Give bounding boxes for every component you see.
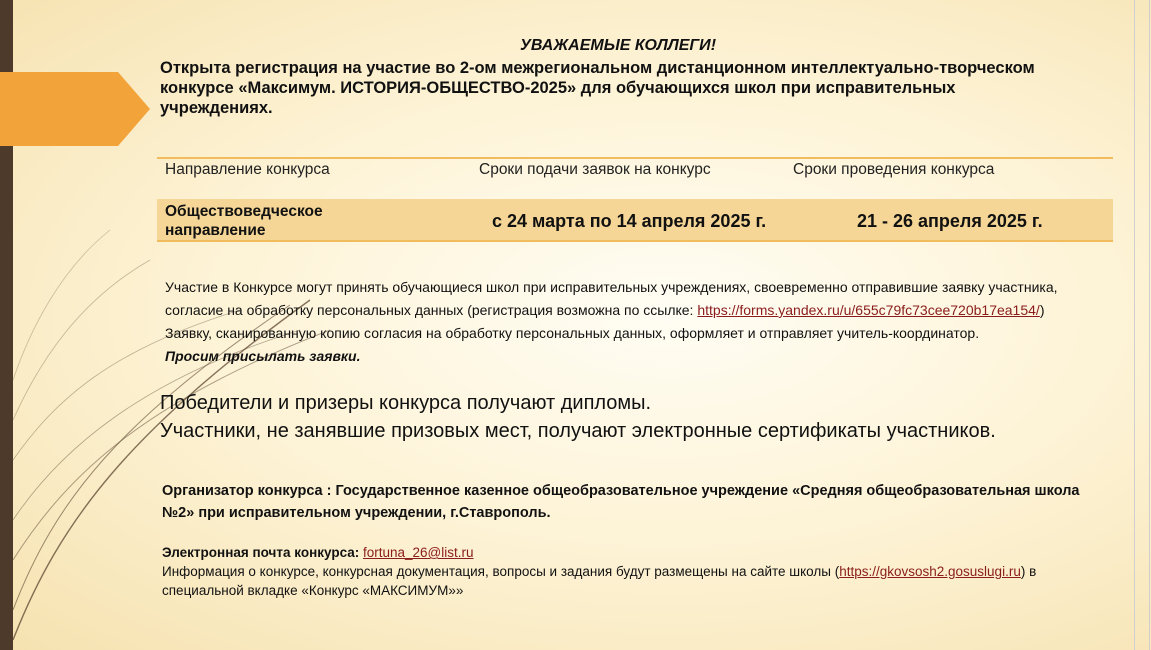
slide-border-line	[1149, 0, 1150, 650]
submission-dates-cell: с 24 марта по 14 апреля 2025 г.	[492, 211, 767, 231]
orange-arrow-shape	[0, 72, 160, 152]
awards-winners: Победители и призеры конкурса получают дипломы.	[160, 392, 652, 414]
email-link[interactable]: fortuna_26@list.ru	[363, 545, 474, 560]
held-dates-cell: 21 - 26 апреля 2025 г.	[857, 211, 1043, 231]
coordinator-note: Заявку, сканированную копию согласия на обработку персональных данных, оформляет и отправляет учитель-координатор.	[165, 325, 980, 341]
table-bottom-rule	[157, 240, 1113, 242]
awards-participants: Участники, не занявшие призовых мест, получают электронные сертификаты участников.	[160, 420, 996, 442]
info-text-end: ) в специальной вкладке «Конкурс «МАКСИМУМ»»	[162, 564, 1037, 598]
organizer-text: Организатор конкурса : Государственное казенное общеобразовательное учреждение «Средняя общеобразовательная школа №2» при исправительном учреждении, г.Ставрополь.	[162, 483, 1080, 521]
participation-text: Участие в Конкурсе могут принять обучающиеся школ при исправительных учреждениях, своевременно отправившие заявку участника, согласие на обработку персональных данных (регистрация возможна по ссылке:	[165, 279, 1058, 318]
request-note: Просим присылать заявки.	[165, 348, 361, 364]
header-direction: Направление конкурса	[165, 161, 330, 178]
registration-link[interactable]: https://forms.yandex.ru/u/655c79fc73cee720b17ea154/	[697, 302, 1040, 318]
direction-cell: Обществоведческое направление	[165, 203, 323, 239]
table-header-row	[157, 158, 1113, 198]
school-site-link[interactable]: https://gkovsosh2.gosuslugi.ru	[839, 564, 1021, 579]
slide-border-line	[1134, 0, 1135, 650]
email-label: Электронная почта конкурса:	[162, 545, 363, 560]
participation-block	[165, 276, 1115, 368]
awards-block	[160, 389, 1120, 445]
info-text: Информация о конкурсе, конкурсная документация, вопросы и задания будут размещены на сайте школы (	[162, 564, 840, 579]
page-heading: УВАЖАЕМЫЕ КОЛЛЕГИ!	[520, 37, 717, 54]
participation-text-end: )	[1039, 302, 1045, 318]
header-held: Сроки проведения конкурса	[793, 161, 995, 178]
contact-block	[162, 543, 1112, 600]
header-submission: Сроки подачи заявок на конкурс	[479, 161, 711, 178]
intro-text: Открыта регистрация на участие во 2-ом межрегиональном дистанционном интеллектуально-творческом конкурсе «Максимум. ИСТОРИЯ-ОБЩЕСТВО-2025» для обучающихся школ при исправительных учреждениях.	[160, 59, 1035, 117]
